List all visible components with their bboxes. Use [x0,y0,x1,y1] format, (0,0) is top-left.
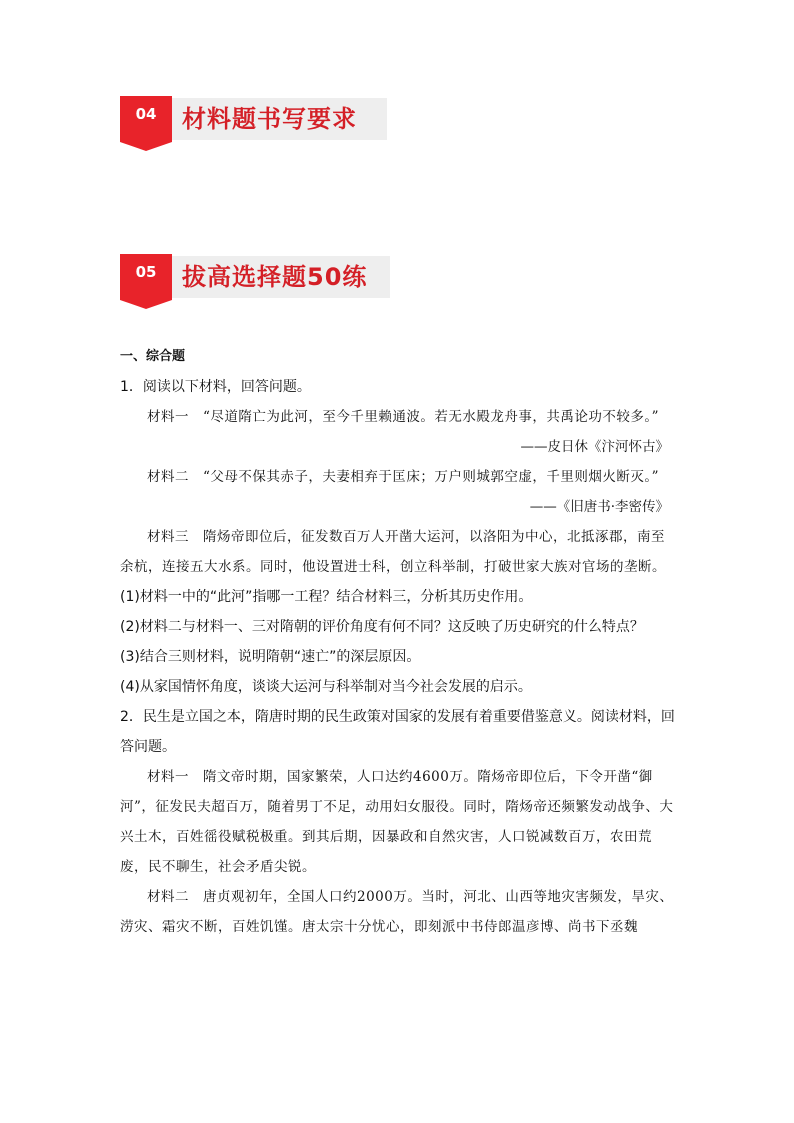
q1-subquestion-1: (1)材料一中的“此河”指哪一工程？结合材料三，分析其历史作用。 [120,589,533,605]
q1-subquestion-4: (4)从家国情怀角度，谈谈大运河与科举制对当今社会发展的启示。 [120,679,532,695]
q1-subquestion-2: (2)材料二与材料一、三对隋朝的评价角度有何不同？这反映了历史研究的什么特点？ [120,619,644,635]
section-banner-05 [120,254,367,300]
banner-title: 材料题书写要求 [182,105,357,133]
banner-number-tag: 05 [120,254,172,300]
q1-subquestion-3: (3)结合三则材料，说明隋朝“速亡”的深层原因。 [120,649,421,665]
q2-material-2: 材料二 唐贞观初年，全国人口约2000万。当时，河北、山西等地灾害频发，旱灾、涝灾、霜灾不断，百姓饥馑。唐太宗十分忧心，即刻派中书侍郎温彦博、尚书下丞魏 [120,889,674,935]
section-banner-04 [120,96,357,142]
question-content [120,342,675,942]
q2-material-1: 材料一 隋文帝时期，国家繁荣，人口达约4600万。隋炀帝即位后，下令开凿“御河”，征发民夫超百万，随着男丁不足，动用妇女服役。同时，隋炀帝还频繁发动战争、大兴土木，百姓徭役赋税极重。到其后期，因暴政和自然灾害，人口锐减数百万，农田荒废，民不聊生，社会矛盾尖锐。 [120,769,674,875]
q1-source-1: ——皮日休《汴河怀古》 [520,439,669,455]
q1-material-2: 材料二 “父母不保其赤子，夫妻相弃于匡床；万户则城郭空虚，千里则烟火断灭。” [147,469,660,485]
question-2-stem: 2．民生是立国之本，隋唐时期的民生政策对国家的发展有着重要借鉴意义。阅读材料，回答问题。 [120,709,675,755]
q1-material-3: 材料三 隋炀帝即位后，征发数百万人开凿大运河，以洛阳为中心，北抵涿郡，南至余杭，连接五大水系。同时，他设置进士科，创立科举制，打破世家大族对官场的垄断。 [120,529,666,575]
banner-number-tag: 04 [120,96,172,142]
question-1-stem: 1．阅读以下材料，回答问题。 [120,379,311,395]
banner-title: 拔高选择题50练 [182,263,368,291]
q1-material-1: 材料一 “尽道隋亡为此河，至今千里赖通波。若无水殿龙舟事，共禹论功不较多。” [147,409,660,425]
q1-source-2: ——《旧唐书·李密传》 [529,499,669,515]
section-heading: 一、综合题 [120,349,186,364]
